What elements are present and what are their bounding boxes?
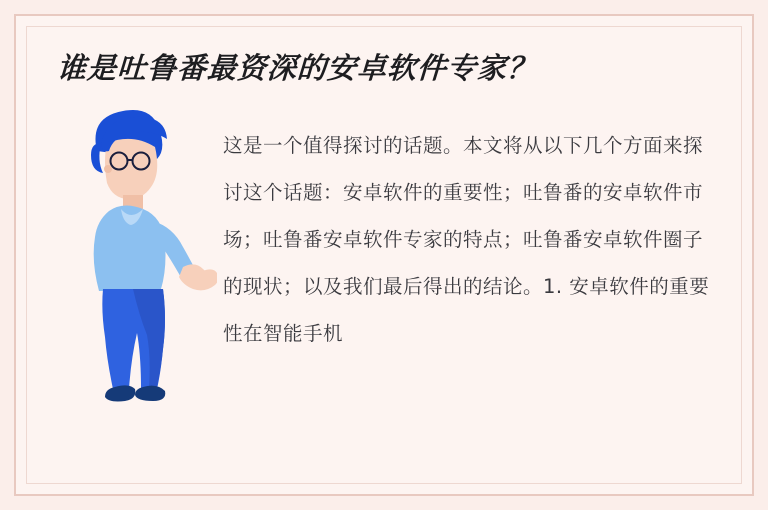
person-pointing-illustration [57,99,217,409]
inner-frame [26,26,742,484]
document-paragraph: 这是一个值得探讨的话题。本文将从以下几个方面来探讨这个话题：安卓软件的重要性；吐鲁番的安卓软件市场；吐鲁番安卓软件专家的特点；吐鲁番安卓软件圈子的现状；以及我们最后得出的结论。1. 安卓软件的重要性在智能手机 [223,134,710,346]
page-title: 谁是吐鲁番最资深的安卓软件专家？ [56,51,538,85]
outer-frame [14,14,754,496]
document-content [27,27,741,483]
body-row [57,99,711,409]
